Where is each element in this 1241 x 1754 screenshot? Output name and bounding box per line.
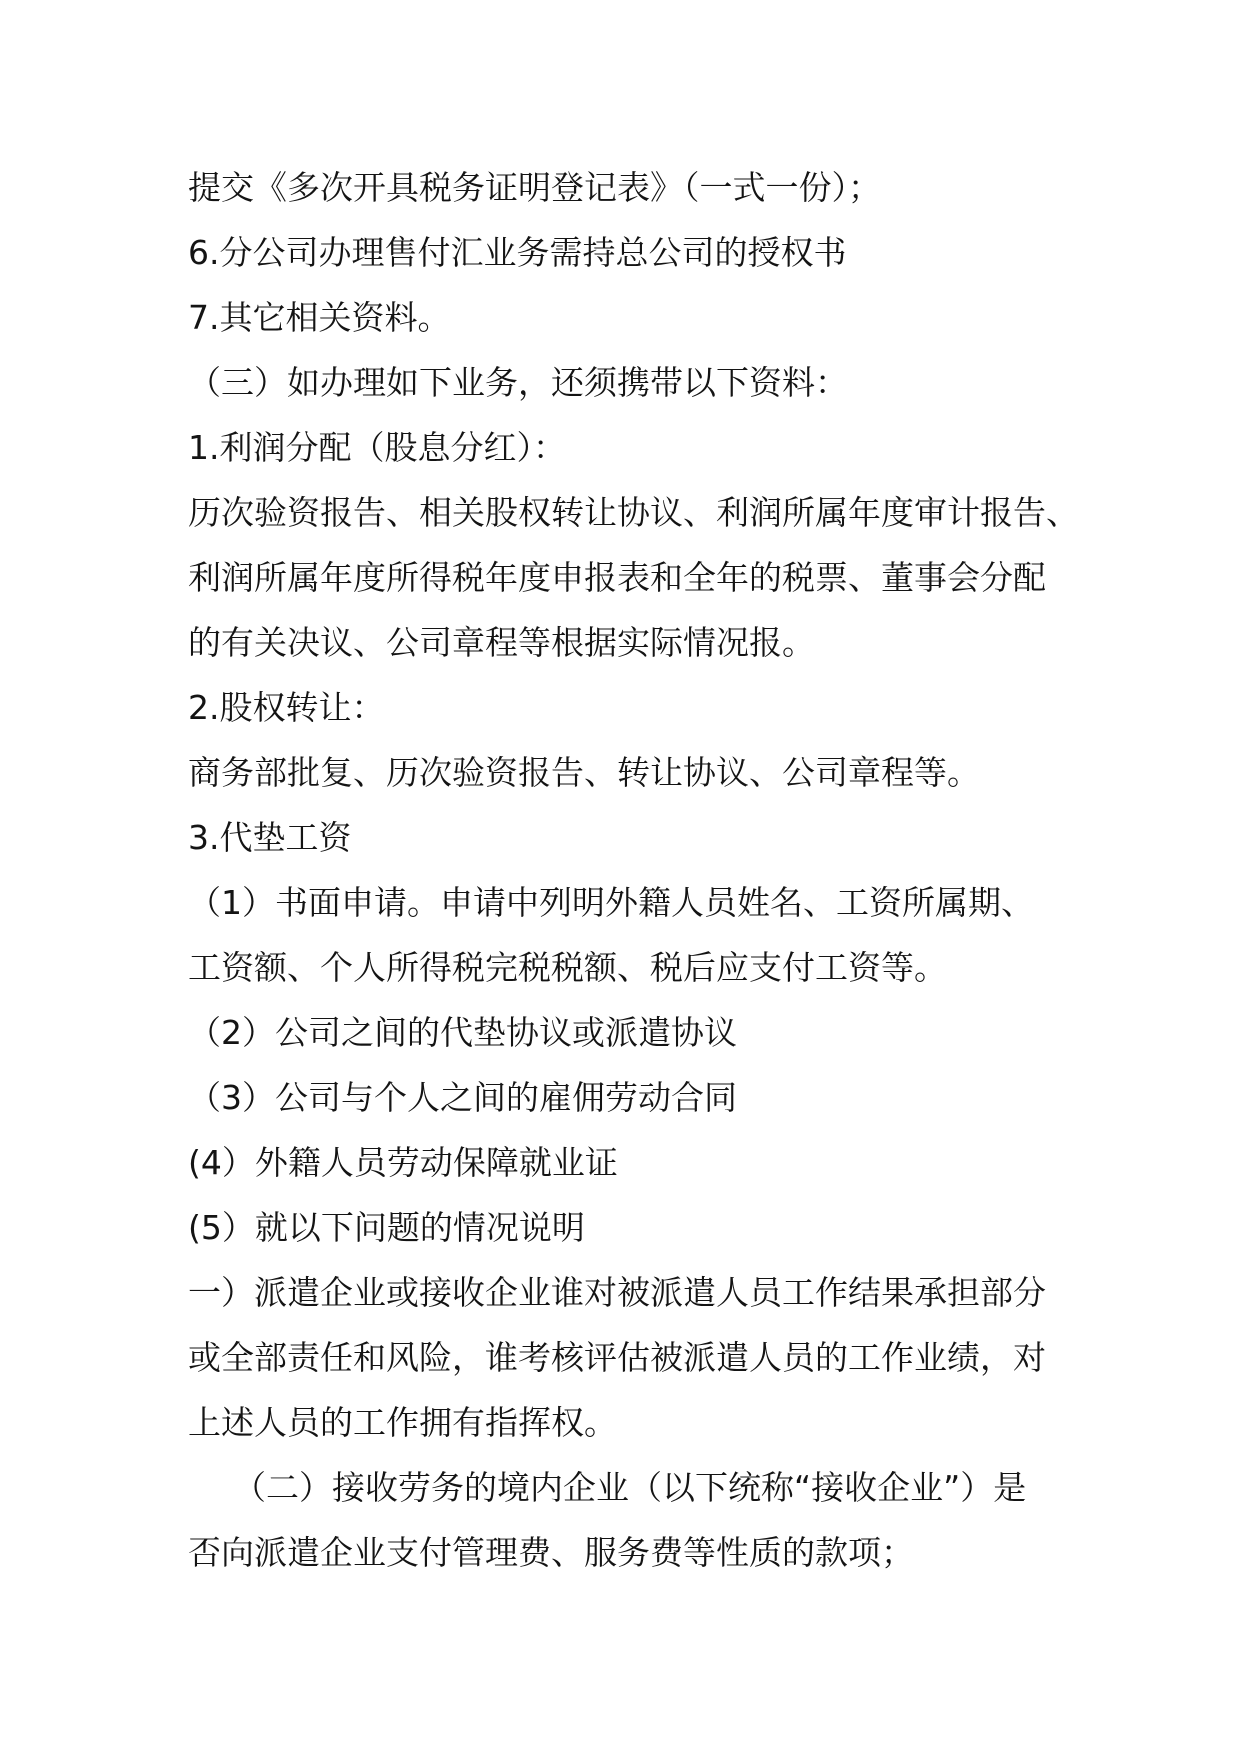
text-line: (5）就以下问题的情况说明 [188, 1208, 585, 1247]
text-line: 3.代垫工资 [188, 818, 352, 857]
text-line: 2.股权转让： [188, 688, 385, 727]
text-line: 利润所属年度所得税年度申报表和全年的税票、董事会分配 [188, 558, 1046, 597]
text-line: 6.分公司办理售付汇业务需持总公司的授权书 [188, 233, 847, 272]
document-body [188, 155, 1079, 1585]
text-line: 7.其它相关资料。 [188, 298, 451, 337]
text-line: 否向派遣企业支付管理费、服务费等性质的款项； [188, 1533, 914, 1572]
text-line: （二）接收劳务的境内企业（以下统称“接收企业”）是 [233, 1468, 1027, 1507]
text-line: 提交《多次开具税务证明登记表》（一式一份）； [188, 168, 881, 207]
text-line: 上述人员的工作拥有指挥权。 [188, 1403, 617, 1442]
text-line: （三）如办理如下业务，还须携带以下资料： [188, 363, 848, 402]
text-line: 历次验资报告、相关股权转让协议、利润所属年度审计报告、 [188, 493, 1079, 532]
text-line: 的有关决议、公司章程等根据实际情况报。 [188, 623, 815, 662]
text-line: 一）派遣企业或接收企业谁对被派遣人员工作结果承担部分 [188, 1273, 1046, 1312]
text-line: 商务部批复、历次验资报告、转让协议、公司章程等。 [188, 753, 980, 792]
text-line: （3）公司与个人之间的雇佣劳动合同 [188, 1078, 737, 1117]
text-line: 1.利润分配（股息分红）： [188, 428, 566, 467]
text-line: （1）书面申请。申请中列明外籍人员姓名、工资所属期、 [188, 883, 1034, 922]
text-line: (4）外籍人员劳动保障就业证 [188, 1143, 618, 1182]
text-line: 工资额、个人所得税完税税额、税后应支付工资等。 [188, 948, 947, 987]
text-line: 或全部责任和风险，谁考核评估被派遣人员的工作业绩，对 [188, 1338, 1046, 1377]
text-line: （2）公司之间的代垫协议或派遣协议 [188, 1013, 737, 1052]
